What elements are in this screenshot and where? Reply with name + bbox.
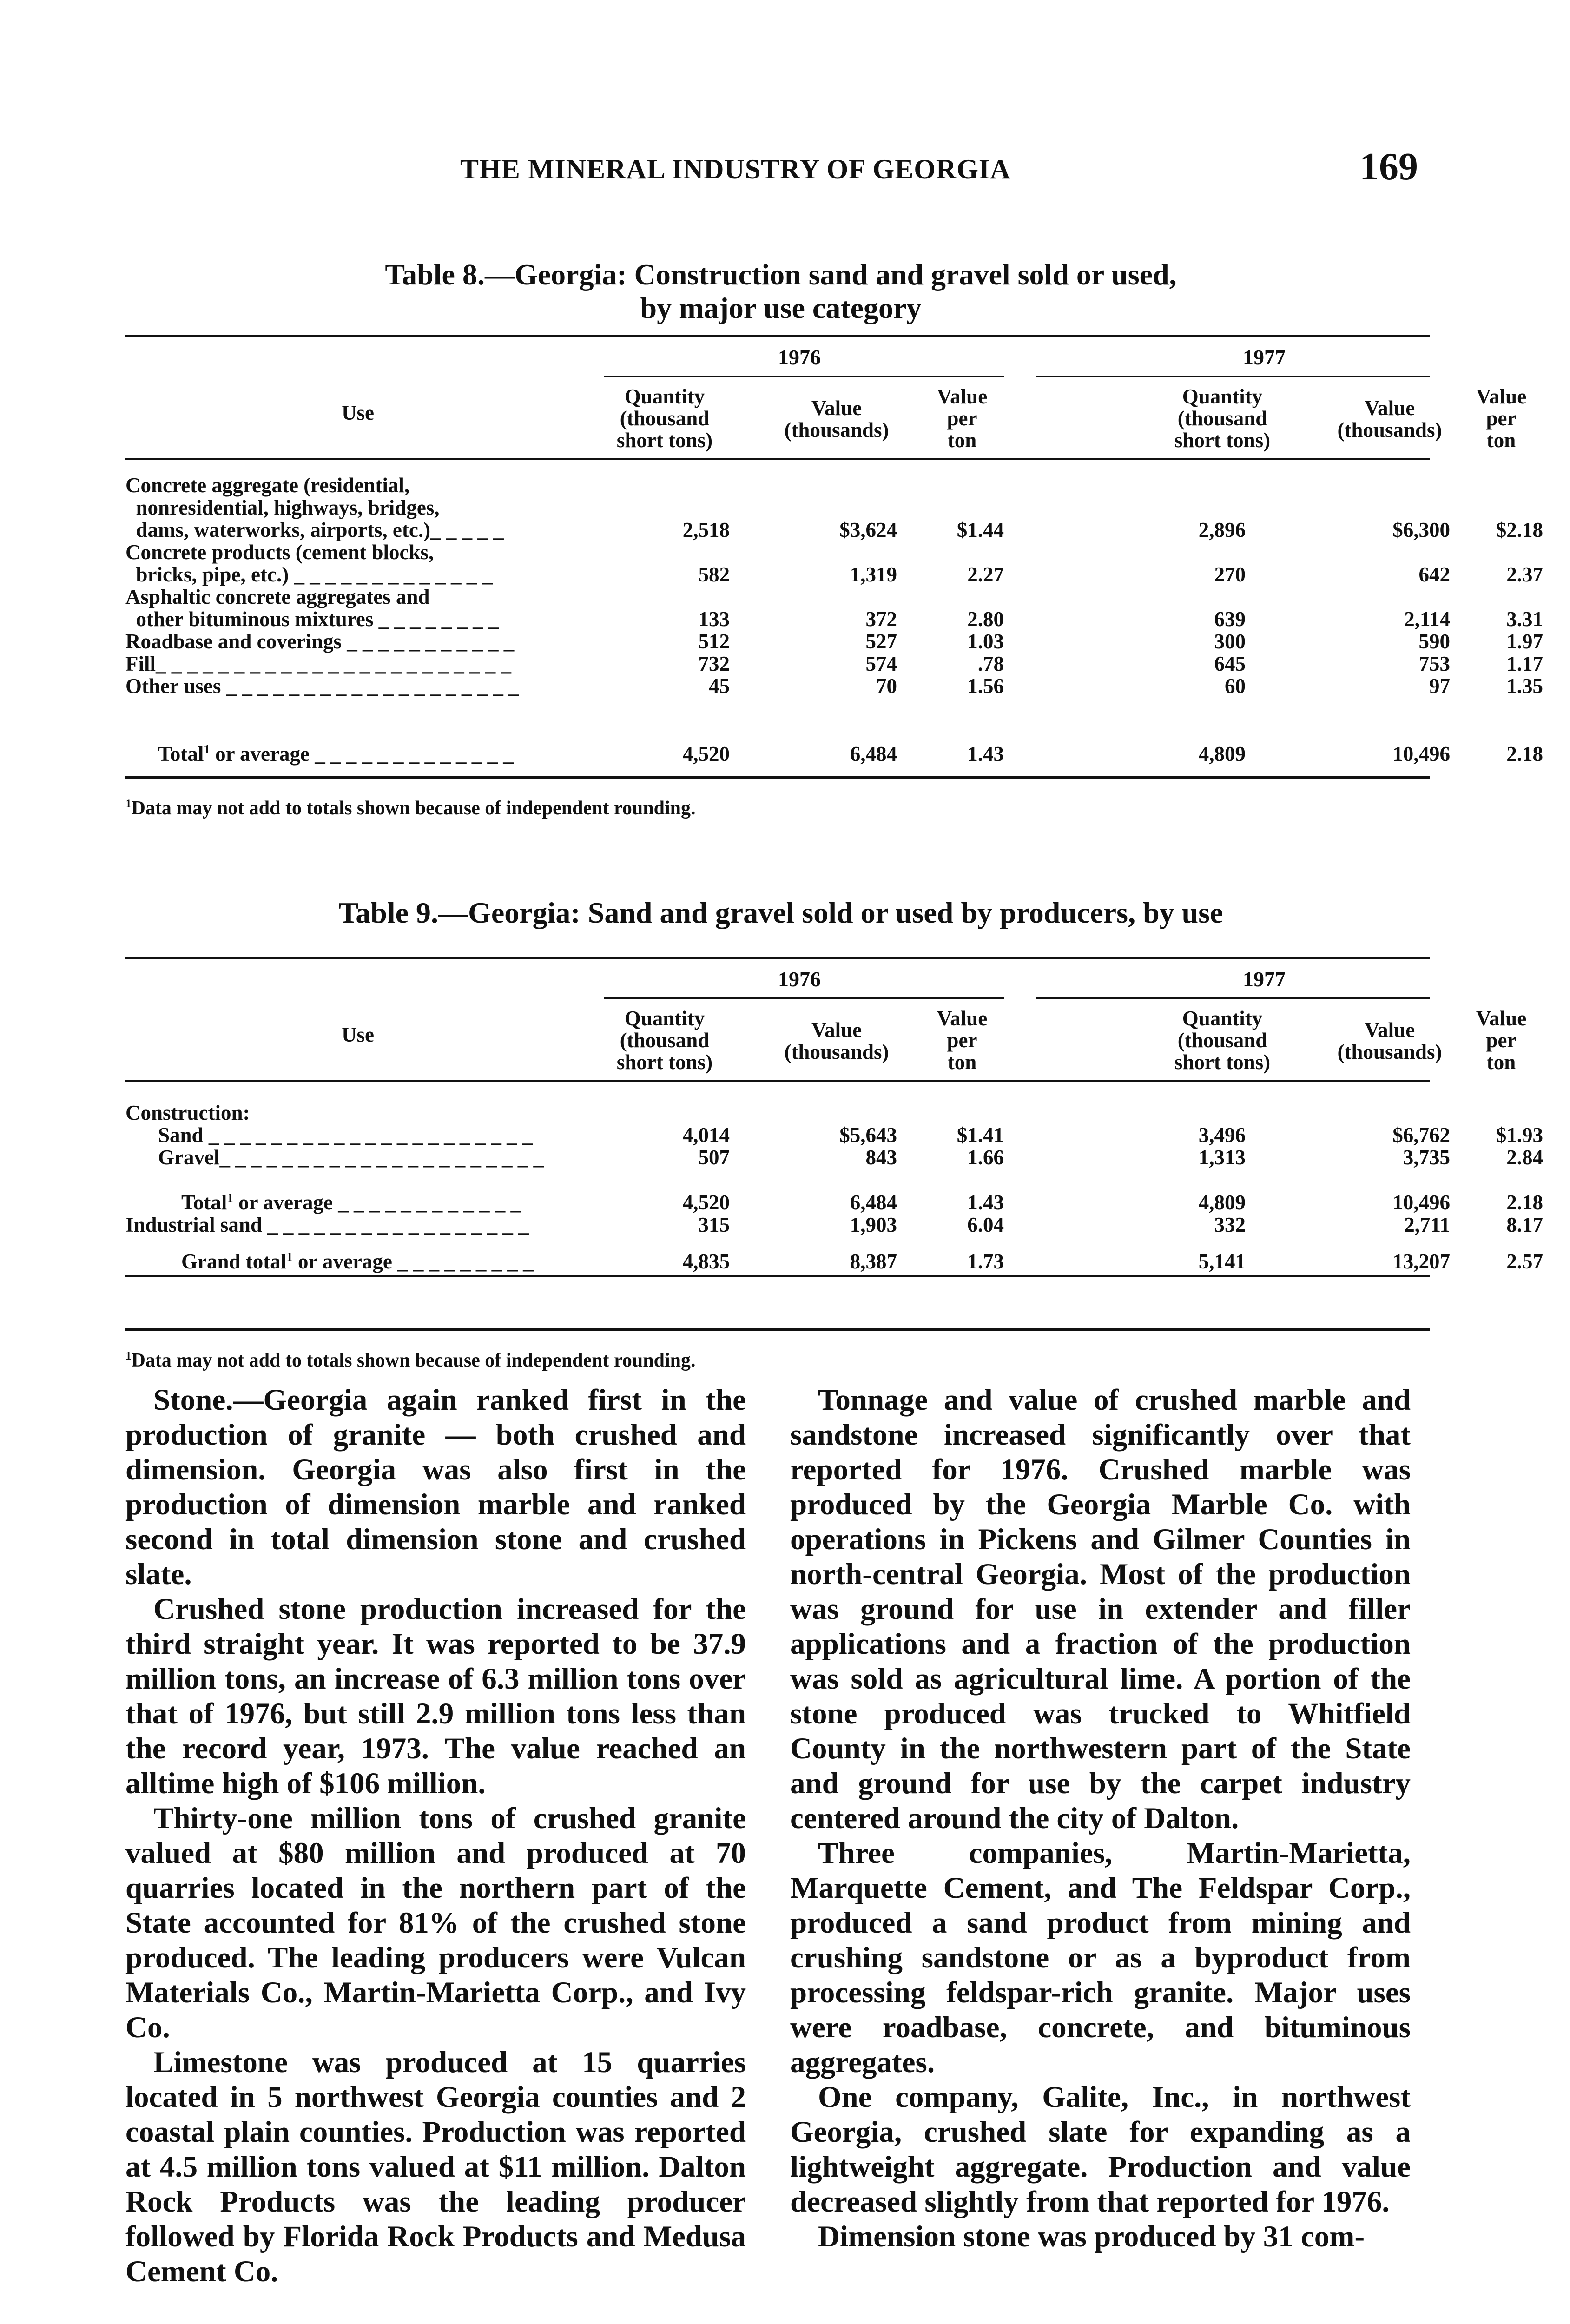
- table8-row-3-q77: 300: [1214, 630, 1246, 653]
- table8-use-header: Use: [342, 401, 374, 424]
- table8-row-0-q77: 2,896: [1198, 518, 1246, 541]
- table8-row-0-v76: $3,624: [839, 518, 897, 541]
- table8-row-5-label: Other uses _ _ _ _ _ _ _ _ _ _ _ _ _ _ _ _ _ _ _: [125, 674, 519, 698]
- table8-row-5-v77: 97: [1429, 674, 1450, 698]
- table8-year2-rule: [1036, 376, 1430, 377]
- table9-row-sand-p76: $1.41: [957, 1123, 1004, 1147]
- table9-row-total-p77: 2.18: [1506, 1191, 1543, 1214]
- table8-row-3-q76: 512: [698, 630, 730, 653]
- table9-row-grand-total-v76: 8,387: [850, 1250, 897, 1273]
- table8-row-1-q76: 582: [698, 563, 730, 586]
- table9-row-grand-total-p76: 1.73: [967, 1250, 1004, 1273]
- table9-row-industrial-p77: 8.17: [1506, 1213, 1543, 1236]
- table8-total-label: Total$^1$ or average _ _ _ _ _ _ _ _ _ _ _ _ _: [158, 742, 514, 766]
- table9-row-total-q76: 4,520: [682, 1191, 730, 1214]
- table9-row-gravel-p76: 1.66: [967, 1146, 1004, 1169]
- table8-row-0-p77: $2.18: [1496, 518, 1543, 541]
- page-number: 169: [1359, 145, 1418, 188]
- table9-vpt-1976-header: Value per ton: [937, 1007, 988, 1074]
- left-paragraph-3: Thirty-one million tons of crushed granite valued at $80 million and produced at 70 quarries located in the northern part of the State accounted for 81% of the crushed stone produced. The leading producers were Vulcan Materials Co., Martin-Marietta Corp., and Ivy Co.: [125, 1802, 746, 2044]
- table9-value-1976-header: Value (thousands): [784, 1018, 889, 1063]
- table9-row-sand-label: Sand _ _ _ _ _ _ _ _ _ _ _ _ _ _ _ _ _ _ _ _ _: [158, 1123, 533, 1147]
- table8-total-v77: 10,496: [1392, 742, 1450, 766]
- table9: [125, 957, 1543, 1371]
- table9-grand-rule: [125, 1275, 1430, 1277]
- table8-row-3-p77: 1.97: [1506, 630, 1543, 653]
- table8-row-0-label: Concrete aggregate (residential,: [125, 474, 410, 497]
- right-paragraph-1: Tonnage and value of crushed marble and sandstone increased significantly over that reported for 1976. Crushed marble was produced by the Georgia Marble Co. with operations in Pickens and Gilmer Counties in north-central Georgia. Most of the production was ground for use in extender and filler applications and a fraction of the production was sold as agricultural lime. A portion of the stone produced was trucked to Whitfield County in the northwestern part of the State and ground for use by the carpet industry centered around the city of Dalton.: [790, 1383, 1411, 1835]
- table8-row-2-v77: 2,114: [1404, 607, 1450, 631]
- table8-vpt-1976-header: Value per ton: [937, 385, 988, 452]
- table8-row-1-label: Concrete products (cement blocks,: [125, 541, 434, 564]
- table9-year-1977: 1977: [1243, 967, 1286, 991]
- table8-total-q77: 4,809: [1198, 742, 1246, 766]
- table8-title-line1: Table 8.—Georgia: Construction sand and gravel sold or used,: [385, 258, 1177, 291]
- table9-row-total-label: Total$^1$ or average _ _ _ _ _ _ _ _ _ _ _ _: [181, 1190, 521, 1214]
- table8-row-4-v77: 753: [1418, 652, 1450, 675]
- table9-row-sand-p77: $1.93: [1496, 1123, 1543, 1147]
- table8-value-1977-header: Value (thousands): [1337, 396, 1442, 442]
- table8-row-1-p77: 2.37: [1506, 563, 1543, 586]
- table9-row-industrial-v77: 2,711: [1404, 1213, 1450, 1236]
- table8-row-3-v77: 590: [1418, 630, 1450, 653]
- table9-vpt-1977-header: Value per ton: [1476, 1007, 1527, 1074]
- table8-row-5-v76: 70: [876, 674, 897, 698]
- table9-row-total-v76: 6,484: [850, 1191, 897, 1214]
- table8-row-5-p77: 1.35: [1506, 674, 1543, 698]
- table8-bottom-rule: [125, 776, 1430, 779]
- table9-row-gravel-label: Gravel_ _ _ _ _ _ _ _ _ _ _ _ _ _ _ _ _ _ _ _ _: [158, 1146, 544, 1169]
- table8-year-1977: 1977: [1243, 345, 1286, 369]
- table8-quantity-1977-header: Quantity (thousand short tons): [1174, 385, 1271, 452]
- table9-row-grand-total-label: Grand total$^1$ or average _ _ _ _ _ _ _ _ _: [181, 1249, 534, 1273]
- table8-row-5-p76: 1.56: [967, 674, 1004, 698]
- table8-total-p76: 1.43: [967, 742, 1004, 766]
- table9-row-grand-total-q76: 4,835: [682, 1250, 730, 1273]
- table9-row-industrial-p76: 6.04: [967, 1213, 1004, 1236]
- table9-year1-rule: [604, 997, 1004, 999]
- table8-year1-rule: [604, 376, 1004, 377]
- table9-title: Table 9.—Georgia: Sand and gravel sold or used by producers, by use: [338, 896, 1223, 929]
- table9-year-1976: 1976: [778, 967, 821, 991]
- table8-row-5-q77: 60: [1225, 674, 1246, 698]
- table9-row-sand-v76: $5,643: [839, 1123, 897, 1147]
- table8-row-1-p76: 2.27: [967, 563, 1004, 586]
- table9-row-total-p76: 1.43: [967, 1191, 1004, 1214]
- right-paragraph-3: One company, Galite, Inc., in northwest Georgia, crushed slate for expanding as a lightweight aggregate. Production and value decreased slightly from that reported for 1976.: [790, 2080, 1411, 2218]
- table8-total-v76: 6,484: [850, 742, 897, 766]
- table9-row-sand-v77: $6,762: [1392, 1123, 1450, 1147]
- table8-total-p77: 2.18: [1506, 742, 1543, 766]
- table8-row-2-p76: 2.80: [967, 607, 1004, 631]
- table8-row-1-label: bricks, pipe, etc.) _ _ _ _ _ _ _ _ _ _ _ _ _: [125, 563, 493, 586]
- table8-row-0-label: dams, waterworks, airports, etc.)_ _ _ _ _: [125, 518, 504, 541]
- table9-row-gravel-v77: 3,735: [1403, 1146, 1450, 1169]
- table9-top-rule: [125, 957, 1430, 959]
- table9-row-grand-total-q77: 5,141: [1198, 1250, 1246, 1273]
- table8-title-line2: by major use category: [640, 291, 922, 324]
- table9-row-industrial-q77: 332: [1214, 1213, 1246, 1236]
- table8-row-2-label: other bituminous mixtures _ _ _ _ _ _ _ _: [125, 607, 499, 631]
- table9-row-sand-q77: 3,496: [1198, 1123, 1246, 1147]
- table9-row-total-q77: 4,809: [1198, 1191, 1246, 1214]
- table9-year2-rule: [1036, 997, 1430, 999]
- table9-row-grand-total-p77: 2.57: [1506, 1250, 1543, 1273]
- table9-row-industrial-q76: 315: [698, 1213, 730, 1236]
- table9-row-sand-q76: 4,014: [682, 1123, 730, 1147]
- table8-row-3-v76: 527: [865, 630, 897, 653]
- table8-title: [130, 258, 1431, 325]
- right-paragraph-2: Three companies, Martin-Marietta, Marquette Cement, and The Feldspar Corp., produced a sand product from mining and crushing sandstone or as a byproduct from processing feldspar-rich granite. Major uses were roadbase, concrete, and bituminous aggregates.: [790, 1836, 1411, 2079]
- table8-total-q76: 4,520: [682, 742, 730, 766]
- table9-section-construction: Construction:: [125, 1101, 250, 1124]
- table9-footnote: $^1$Data may not add to totals shown because of independent rounding.: [125, 1349, 696, 1371]
- table9-row-gravel-v76: 843: [865, 1146, 897, 1169]
- left-paragraph-4: Limestone was produced at 15 quarries located in 5 northwest Georgia counties and 2 coastal plain counties. Production was reported at 4.5 million tons valued at $11 million. Dalton Rock Products was the leading producer followed by Florida Rock Products and Medusa Cement Co.: [125, 2046, 746, 2288]
- table8-header-rule: [125, 458, 1430, 460]
- table8-row-4-q76: 732: [698, 652, 730, 675]
- table8-row-0-p76: $1.44: [957, 518, 1004, 541]
- table9-header-rule: [125, 1080, 1430, 1082]
- table8-footnote: $^1$Data may not add to totals shown because of independent rounding.: [125, 797, 696, 819]
- table8-row-2-q76: 133: [698, 607, 730, 631]
- table9-row-total-v77: 10,496: [1392, 1191, 1450, 1214]
- table8-row-0-q76: 2,518: [682, 518, 730, 541]
- body-right-column: [790, 1383, 1411, 2254]
- table8-row-3-p76: 1.03: [967, 630, 1004, 653]
- table8-top-rule: [125, 335, 1430, 337]
- left-paragraph-1: Stone.—Georgia again ranked first in the production of granite — both crushed and dimension. Georgia was also first in the production of dimension marble and ranked second in total dimension stone and crushed slate.: [125, 1383, 746, 1591]
- table9-row-gravel-q77: 1,313: [1198, 1146, 1246, 1169]
- table8-row-4-v76: 574: [865, 652, 897, 675]
- table8-value-1976-header: Value (thousands): [784, 396, 889, 442]
- table8-row-2-v76: 372: [865, 607, 897, 631]
- table8-quantity-1976-header: Quantity (thousand short tons): [616, 385, 713, 452]
- table8-row-4-q77: 645: [1214, 652, 1246, 675]
- table9-quantity-1976-header: Quantity (thousand short tons): [616, 1007, 713, 1074]
- left-paragraph-2: Crushed stone production increased for the third straight year. It was reported to be 37.9 million tons, an increase of 6.3 million tons over that of 1976, but still 2.9 million tons less than the record year, 1973. The value reached an alltime high of $106 million.: [125, 1592, 746, 1800]
- table8-row-2-p77: 3.31: [1506, 607, 1543, 631]
- table8-row-5-q76: 45: [709, 674, 730, 698]
- table9-row-grand-total-v77: 13,207: [1392, 1250, 1450, 1273]
- table9-row-industrial-v76: 1,903: [850, 1213, 897, 1236]
- table9-quantity-1977-header: Quantity (thousand short tons): [1174, 1007, 1271, 1074]
- table8-row-4-p76: .78: [977, 652, 1004, 675]
- table9-value-1977-header: Value (thousands): [1337, 1018, 1442, 1063]
- table8-row-0-label: nonresidential, highways, bridges,: [125, 496, 440, 519]
- right-paragraph-4: Dimension stone was produced by 31 com-: [818, 2220, 1365, 2253]
- running-title: THE MINERAL INDUSTRY OF GEORGIA: [460, 154, 1011, 185]
- table9-use-header: Use: [342, 1023, 374, 1046]
- table9-row-industrial-label: Industrial sand _ _ _ _ _ _ _ _ _ _ _ _ _ _ _ _ _: [125, 1213, 529, 1236]
- table8-row-4-label: Fill_ _ _ _ _ _ _ _ _ _ _ _ _ _ _ _ _ _ _ _ _ _ _: [125, 652, 511, 675]
- table8: [125, 335, 1543, 827]
- table8-row-1-q77: 270: [1214, 563, 1246, 586]
- table8-row-1-v76: 1,319: [850, 563, 897, 586]
- table8-vpt-1977-header: Value per ton: [1476, 385, 1527, 452]
- table8-row-3-label: Roadbase and coverings _ _ _ _ _ _ _ _ _ _ _: [125, 630, 515, 653]
- table8-row-2-q77: 639: [1214, 607, 1246, 631]
- table8-row-2-label: Asphaltic concrete aggregates and: [125, 585, 430, 608]
- table8-row-4-p77: 1.17: [1506, 652, 1543, 675]
- table8-year-1976: 1976: [778, 345, 821, 369]
- table9-bottom-rule: [125, 1328, 1430, 1331]
- table9-row-gravel-q76: 507: [698, 1146, 730, 1169]
- table8-row-0-v77: $6,300: [1392, 518, 1450, 541]
- body-left-column: [125, 1383, 746, 2289]
- table9-row-gravel-p77: 2.84: [1506, 1146, 1543, 1169]
- table8-row-1-v77: 642: [1418, 563, 1450, 586]
- section-heading-stone: Stone.—: [153, 1383, 264, 1417]
